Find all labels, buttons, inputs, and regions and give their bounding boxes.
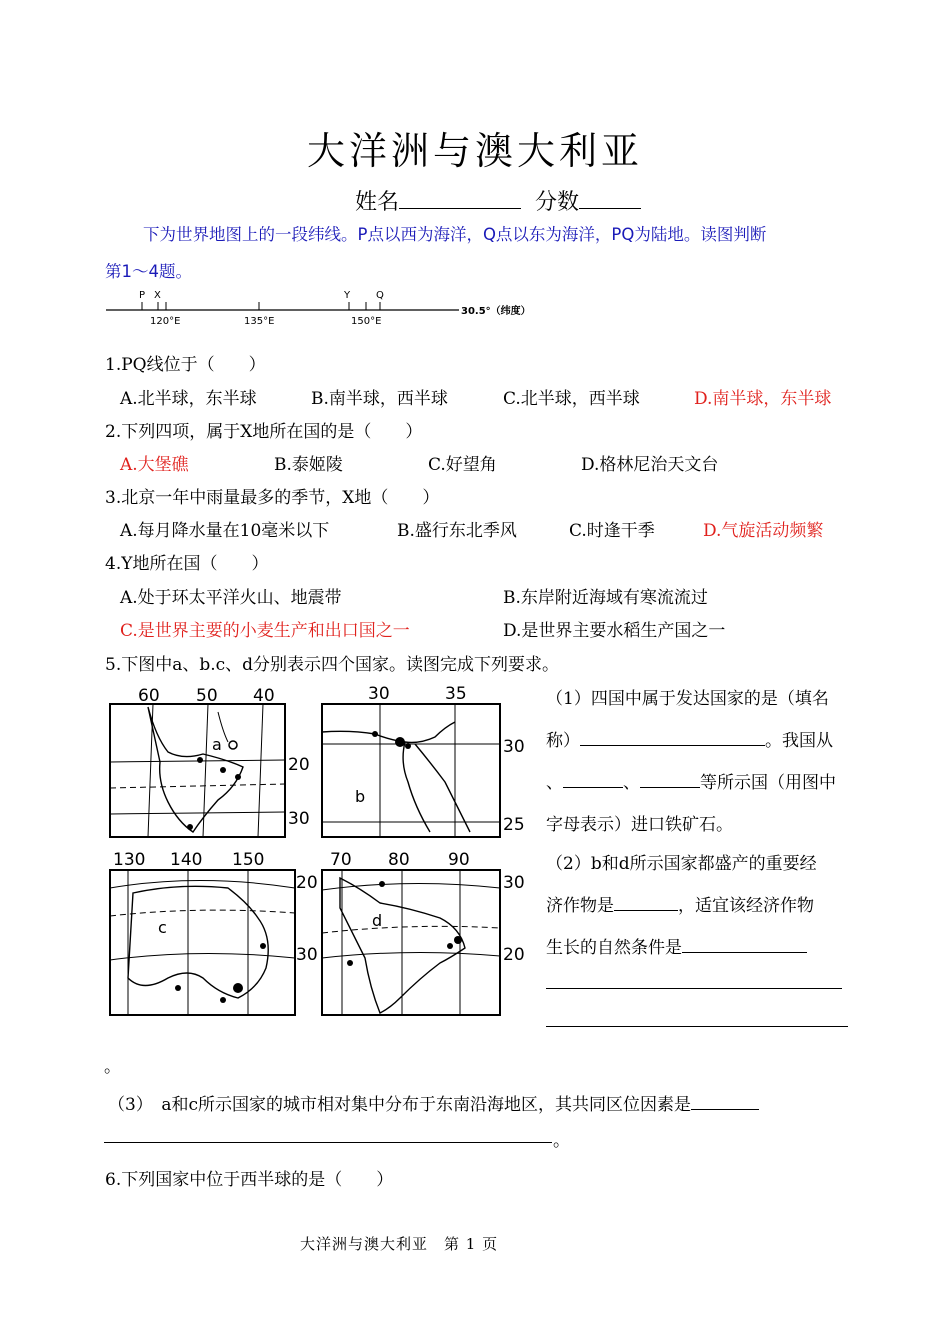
q6-stem: 6.下列国家中位于西半球的是（ ） — [105, 1170, 394, 1190]
q5-part3-answer-line[interactable] — [104, 1142, 552, 1143]
q5-end-mark: 。 — [104, 1057, 121, 1077]
q5-part1-line2 — [546, 726, 833, 751]
q3-option-b: B.盛行东北季风 — [397, 521, 517, 541]
q5-conditions-blank[interactable] — [682, 952, 807, 953]
q5-part1-text-d: 、 — [623, 773, 640, 793]
point-q: Q — [376, 290, 384, 301]
q2-option-d: D.格林尼治天文台 — [581, 455, 719, 475]
map-c-top-label-2: 140 — [170, 850, 203, 870]
q2-stem: 2.下列四项，属于X地所在国的是（ ） — [105, 422, 423, 442]
intro-line-2: 第1～4题。 — [105, 262, 192, 281]
intro-line-1: 下为世界地图上的一段纬线。P点以西为海洋，Q点以东为海洋，PQ为陆地。读图判断 — [143, 225, 767, 244]
q5-developed-country-blank[interactable] — [580, 745, 765, 746]
map-c-top-label-3: 150 — [232, 850, 265, 870]
q1-option-a: A.北半球，东半球 — [120, 389, 257, 409]
map-b-letter: b — [355, 787, 366, 806]
q5-part1-line4: 字母表示）进口铁矿石。 — [546, 815, 733, 835]
q1-option-c: C.北半球，西半球 — [503, 389, 640, 409]
q5-part2-text-c: 生长的自然条件是 — [546, 938, 682, 958]
q5-part3-line1 — [108, 1090, 759, 1115]
q3-stem: 3.北京一年中雨量最多的季节，X地（ ） — [105, 488, 440, 508]
map-b-right-label-1: 30 — [503, 737, 525, 757]
name-label: 姓名 — [355, 190, 400, 215]
q5-answer-line-2[interactable] — [546, 1026, 848, 1027]
map-d-right-label-2: 20 — [503, 945, 525, 965]
map-a-top-label-3: 40 — [253, 686, 275, 706]
map-d-letter: d — [372, 911, 383, 930]
q5-iron-blank-2[interactable] — [640, 787, 700, 788]
map-b — [320, 682, 530, 842]
q5-part3-end: 。 — [553, 1131, 570, 1151]
q5-part1-text-c: 、 — [546, 773, 563, 793]
q5-part2-line3 — [546, 933, 807, 958]
q2-option-c: C.好望角 — [428, 455, 497, 475]
map-c-right-label-1: 20 — [296, 873, 318, 893]
q5-part1-text-e: 等所示国（用图中 — [700, 773, 836, 793]
map-b-right-label-2: 25 — [503, 815, 525, 835]
map-b-top-label-2: 35 — [445, 684, 467, 704]
q3-option-d: D.气旋活动频繁 — [703, 521, 824, 541]
latitude-line-figure — [104, 286, 544, 332]
q5-location-blank[interactable] — [691, 1109, 759, 1110]
map-c-right-label-2: 30 — [296, 945, 318, 965]
map-c — [108, 848, 320, 1018]
point-p: P — [139, 290, 146, 301]
page-title: 大洋洲与澳大利亚 — [306, 129, 643, 173]
q5-part1-line3 — [546, 768, 836, 793]
q1-stem: 1.PQ线位于（ ） — [105, 355, 266, 375]
map-a-top-label-2: 50 — [196, 686, 218, 706]
q5-part1-text-b: 。我国从 — [765, 731, 833, 751]
q4-option-a: A.处于环太平洋火山、地震带 — [120, 588, 342, 608]
map-a — [108, 682, 313, 842]
map-b-top-label-1: 30 — [368, 684, 390, 704]
map-d-top-label-1: 70 — [330, 850, 352, 870]
q1-option-d: D.南半球，东半球 — [694, 389, 832, 409]
tick-label-150: 150°E — [351, 316, 382, 327]
map-a-right-label-1: 20 — [288, 755, 310, 775]
tick-label-135: 135°E — [244, 316, 275, 327]
q2-option-b: B.泰姬陵 — [274, 455, 343, 475]
map-d-right-label-1: 30 — [503, 873, 525, 893]
q4-option-b: B.东岸附近海域有寒流流过 — [503, 588, 708, 608]
name-score-bar — [355, 185, 641, 216]
map-a-letter: a — [212, 735, 222, 754]
q2-option-a: A.大堡礁 — [120, 455, 189, 475]
q4-option-d: D.是世界主要水稻生产国之一 — [503, 621, 726, 641]
q4-stem: 4.Y地所在国（ ） — [105, 554, 269, 574]
tick-label-120: 120°E — [150, 316, 181, 327]
map-d — [320, 848, 532, 1018]
map-d-top-label-2: 80 — [388, 850, 410, 870]
q1-option-b: B.南半球，西半球 — [311, 389, 448, 409]
page-footer: 大洋洲与澳大利亚 第 1 页 — [300, 1235, 499, 1253]
score-field[interactable] — [579, 208, 641, 209]
map-d-top-label-3: 90 — [448, 850, 470, 870]
q5-iron-blank-1[interactable] — [563, 787, 623, 788]
q5-part2-text-a: 济作物是 — [546, 896, 614, 916]
point-x: X — [154, 290, 161, 301]
map-a-right-label-2: 30 — [288, 809, 310, 829]
q5-part1-line1: （1）四国中属于发达国家的是（填名 — [546, 689, 829, 709]
q5-part1-text-a: 称） — [546, 731, 580, 751]
q5-crop-blank[interactable] — [614, 910, 678, 911]
q4-option-c: C.是世界主要的小麦生产和出口国之一 — [120, 621, 410, 641]
point-y: Y — [344, 290, 351, 301]
q3-option-a: A.每月降水量在10毫米以下 — [120, 521, 330, 541]
q5-part2-line2 — [546, 891, 814, 916]
q5-part3-text: （3） a和c所示国家的城市相对集中分布于东南沿海地区，其共同区位因素是 — [108, 1095, 691, 1115]
q3-option-c: C.时逢干季 — [569, 521, 655, 541]
q5-answer-line-1[interactable] — [546, 988, 842, 989]
name-field[interactable] — [399, 208, 521, 209]
score-label: 分数 — [535, 190, 580, 215]
map-a-top-label-1: 60 — [138, 686, 160, 706]
q5-part2-text-b: ，适宜该经济作物 — [678, 896, 814, 916]
q5-stem: 5.下图中a、b.c、d分别表示四个国家。读图完成下列要求。 — [105, 655, 560, 675]
q5-part2-line1: （2）b和d所示国家都盛产的重要经 — [546, 854, 817, 874]
map-c-top-label-1: 130 — [113, 850, 146, 870]
latitude-label: 30.5°（纬度） — [461, 306, 531, 317]
map-c-letter: c — [158, 918, 167, 937]
